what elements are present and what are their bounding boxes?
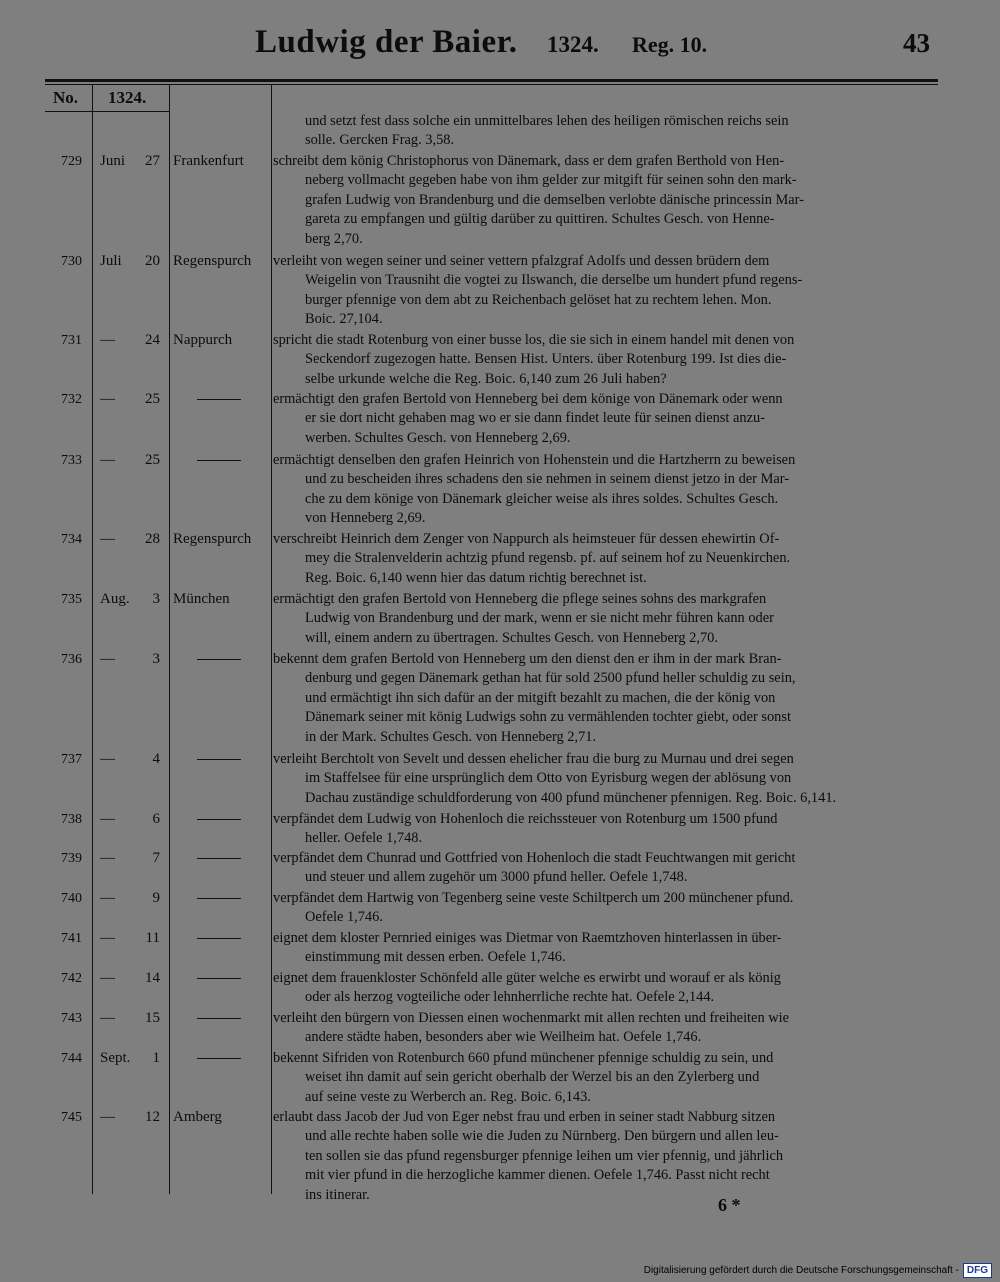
entry-text-line: eignet dem kloster Pernried einiges was Dietmar von Raemtzhoven hinterlassen in über- (273, 930, 782, 946)
entry-day: 11 (145, 930, 160, 946)
entry-day: 9 (152, 890, 160, 906)
entry-text-line: erlaubt dass Jacob der Jud von Eger nebst frau und erben in seiner stadt Nabburg sitzen (273, 1109, 776, 1125)
entry-text (273, 530, 937, 588)
digitization-footer (644, 1263, 992, 1278)
entry-text (273, 1009, 937, 1048)
entry-text-line: und setzt fest dass solche ein unmittelbares lehen des heiligen römischen reichs sein (305, 113, 789, 129)
entry-text-line: in der Mark. Schultes Gesch. von Henneberg 2,71. (305, 728, 597, 745)
entry-place (173, 651, 271, 668)
entry-text-line: che zu dem könige von Dänemark gleicher weise als ihres soldes. Schultes Gesch. (305, 490, 779, 507)
page-header (0, 24, 1000, 68)
entry-text-line: mey die Stralenvelderin achtzig pfund regensb. pf. auf seinem hof zu Neuenkirchen. (305, 550, 791, 567)
entry-day: 14 (145, 970, 160, 986)
entry-month: — (100, 890, 115, 906)
entry-month: Aug. (100, 591, 130, 607)
entry-date (92, 253, 162, 270)
entry-number: 741 (61, 931, 82, 946)
entry-text-line: verleiht den bürgern von Diessen einen wochenmarkt mit allen rechten und freiheiten wie (273, 1010, 790, 1026)
entry-number: 735 (61, 592, 82, 607)
column-divider-place (271, 84, 272, 1194)
place-ditto-dash (197, 898, 241, 899)
entry-text-line: verschreibt Heinrich dem Zenger von Nappurch als heimsteuer für dessen ehewirtin Of- (273, 531, 780, 547)
entry-text (273, 451, 937, 529)
entry-text-line: verpfändet dem Ludwig von Hohenloch die reichssteuer von Rotenburg um 1500 pfund (273, 811, 778, 827)
entry-text-line: selbe urkunde welche die Reg. Boic. 6,140 zum 26 Juli haben? (305, 370, 667, 387)
column-head-year: 1324. (108, 88, 147, 107)
entry-place (173, 391, 271, 408)
entry-text (273, 810, 937, 849)
entry-place: Frankenfurt (173, 153, 244, 169)
entry-text-line: will, einem andern zu übertragen. Schultes Gesch. von Henneberg 2,70. (305, 629, 718, 646)
running-title: Ludwig der Baier. (255, 24, 518, 60)
entry-text-line: ermächtigt denselben den grafen Heinrich von Hohenstein und die Hartzherrn zu beweisen (273, 452, 796, 468)
place-ditto-dash (197, 938, 241, 939)
entry-text-line: auf seine veste zu Werberch an. Reg. Boic. 6,143. (305, 1088, 591, 1105)
entry-text-line: Seckendorf zugezogen hatte. Bensen Hist. Unters. über Rotenburg 199. Ist dies die- (305, 351, 787, 368)
place-ditto-dash (197, 1058, 241, 1059)
entry-date (92, 930, 162, 947)
entry-date (92, 1109, 162, 1126)
entry-text-line: mit vier pfund in die herzogliche kammer dienen. Oefele 1,746. Passt nicht recht (305, 1167, 770, 1184)
entry-text (273, 112, 937, 151)
entry-month: — (100, 1109, 115, 1125)
entry-number: 745 (61, 1110, 82, 1125)
entry-month: — (100, 1010, 115, 1026)
entry-day: 25 (145, 452, 160, 468)
entry-place: München (173, 591, 230, 607)
entry-month: — (100, 651, 115, 667)
entry-text-line: verpfändet dem Chunrad und Gottfried von Hohenloch die stadt Feuchtwangen mit gericht (273, 850, 796, 866)
entry-text-line: burger pfennige von dem abt zu Reichenbach gelöset hat zu rechtem lehen. Mon. (305, 291, 772, 308)
entry-number: 736 (61, 652, 82, 667)
entry-text-line: spricht die stadt Rotenburg von einer busse los, die sie sich in einem handel mit denen von (273, 332, 795, 348)
entry-date (92, 850, 162, 867)
entry-text-line: andere städte haben, besonders aber wie Weilheim hat. Oefele 1,746. (305, 1029, 702, 1046)
entry-number: 739 (61, 851, 82, 866)
entry-month: — (100, 391, 115, 407)
entry-place (173, 850, 271, 867)
entry-text (273, 750, 937, 808)
entry-place (173, 811, 271, 828)
entry-date (92, 452, 162, 469)
entry-date (92, 1010, 162, 1027)
footer-credit: Digitalisierung gefördert durch die Deutsche Forschungsgemeinschaft - (643, 1265, 959, 1276)
signature-mark: 6 * (718, 1195, 741, 1215)
dfg-logo: DFG (963, 1263, 992, 1278)
place-ditto-dash (197, 1018, 241, 1019)
entry-text-line: ermächtigt den grafen Bertold von Henneberg die pflege seines sohns des markgrafen (273, 591, 767, 607)
entry-month: — (100, 452, 115, 468)
entry-text-line: Dänemark seiner mit könig Ludwigs sohn zu vermählenden tochter giebt, oder sonst (305, 709, 791, 726)
entry-text-line: ins itinerar. (305, 1186, 370, 1203)
entry-day: 20 (145, 253, 160, 269)
entry-text-line: Boic. 27,104. (305, 311, 383, 328)
entry-text (273, 331, 937, 389)
entry-text (273, 1108, 937, 1205)
entry-text-line: und alle rechte haben solle wie die Juden zu Nürnberg. Den bürgern und allen leu- (305, 1128, 779, 1145)
place-ditto-dash (197, 659, 241, 660)
entry-text-line: einstimmung mit dessen erben. Oefele 1,746. (305, 949, 566, 966)
entry-text-line: verpfändet dem Hartwig von Tegenberg seine veste Schiltperch um 200 münchener pfund. (273, 890, 794, 906)
entry-day: 4 (152, 751, 160, 767)
entry-date (92, 970, 162, 987)
entry-day: 3 (152, 591, 160, 607)
entry-text-line: grafen Ludwig von Brandenburg und die demselben verlobte dänische princessin Mar- (305, 191, 804, 208)
column-head-rule-no (45, 111, 92, 112)
entry-text-line: schreibt dem könig Christophorus von Dänemark, dass er dem grafen Berthold von Hen- (273, 153, 785, 169)
entry-text (273, 252, 937, 330)
entry-month: — (100, 531, 115, 547)
column-divider-no (92, 84, 93, 1194)
entry-date (92, 153, 162, 170)
entry-text-line: bekennt dem grafen Bertold von Henneberg um den dienst den er ihm in der mark Bran- (273, 651, 782, 667)
column-head-rule-year (93, 111, 169, 112)
entry-place (173, 751, 271, 768)
entry-text (273, 390, 937, 448)
place-ditto-dash (197, 819, 241, 820)
entry-place (173, 1010, 271, 1027)
entry-text (273, 969, 937, 1008)
entry-text-line: berg 2,70. (305, 230, 363, 247)
entry-text-line: Oefele 1,746. (305, 909, 383, 926)
entry-date (92, 751, 162, 768)
entry-day: 7 (152, 850, 160, 866)
header-rule (45, 79, 938, 82)
entry-day: 12 (145, 1109, 160, 1125)
entry-text-line: gareta zu empfangen und gültig darüber zu quittiren. Schultes Gesch. von Henne- (305, 211, 775, 228)
entry-month: — (100, 850, 115, 866)
entry-day: 25 (145, 391, 160, 407)
entry-date (92, 391, 162, 408)
entry-place: Nappurch (173, 332, 233, 348)
entry-text-line: eignet dem frauenkloster Schönfeld alle güter welche es erwirbt und worauf er als könig (273, 970, 781, 986)
place-ditto-dash (197, 978, 241, 979)
entry-date (92, 332, 162, 349)
entry-number: 744 (61, 1051, 82, 1066)
entry-month: — (100, 751, 115, 767)
running-reg: Reg. 10. (632, 32, 708, 57)
place-ditto-dash (197, 858, 241, 859)
entry-text-line: und ermächtigt ihn sich dafür an der mitgift bezahlt zu machen, die der könig von (305, 689, 776, 706)
entry-text-line: bekennt Sifriden von Rotenburch 660 pfund münchener pfennige schuldig zu sein, und (273, 1050, 774, 1066)
entry-text-line: und steuer und allem zugehör um 3000 pfund heller. Oefele 1,748. (305, 869, 688, 886)
entry-date (92, 890, 162, 907)
entry-text-line: Weigelin von Trausniht die vogtei zu Ilswanch, die derselbe um hundert pfund regens- (305, 272, 803, 289)
entry-number: 731 (61, 333, 82, 348)
entry-text-line: Ludwig von Brandenburg und der mark, wenn er sie nicht mehr führen kann oder (305, 610, 774, 627)
entry-text-line: werben. Schultes Gesch. von Henneberg 2,69. (305, 429, 571, 446)
entry-month: — (100, 332, 115, 348)
entry-place (173, 890, 271, 907)
entry-text-line: Dachau zuständige schuldforderung von 400 pfund münchener pfennigen. Reg. Boic. 6,141. (305, 789, 837, 806)
entry-text (273, 889, 937, 928)
entry-place: Amberg (173, 1109, 222, 1125)
entry-date (92, 591, 162, 608)
entry-day: 24 (145, 332, 160, 348)
column-divider-date (169, 84, 170, 1194)
entry-place (173, 452, 271, 469)
place-ditto-dash (197, 460, 241, 461)
entry-month: Sept. (100, 1050, 131, 1066)
entry-day: 15 (145, 1010, 160, 1026)
entry-text-line: verleiht von wegen seiner und seiner vettern pfalzgraf Adolfs und dessen brüdern dem (273, 253, 770, 269)
entry-text-line: solle. Gercken Frag. 3,58. (305, 132, 455, 149)
entry-date (92, 811, 162, 828)
entry-number: 732 (61, 392, 82, 407)
entry-text-line: ten sollen sie das pfund regensburger pfennige leihen um vier pfennig, und jährlich (305, 1147, 784, 1164)
entry-date (92, 1050, 162, 1067)
entry-text-line: von Henneberg 2,69. (305, 510, 426, 527)
entry-text-line: Reg. Boic. 6,140 wenn hier das datum richtig berechnet ist. (305, 569, 647, 586)
place-ditto-dash (197, 399, 241, 400)
page-number: 43 (903, 28, 930, 58)
entry-text-line: weiset ihn damit auf sein gericht oberhalb der Werzel bis an den Zylerberg und (305, 1069, 760, 1086)
entry-text-line: und zu bescheiden ihres schadens den sie nehmen in seinem dienst jetzo in der Mar- (305, 471, 790, 488)
place-ditto-dash (197, 759, 241, 760)
entry-text-line: denburg und gegen Dänemark gethan hat für sold 2500 pfund heller schuldig zu sein, (305, 670, 796, 687)
entry-text (273, 849, 937, 888)
column-head-no: No. (53, 88, 79, 107)
entry-text (273, 590, 937, 648)
entry-date (92, 651, 162, 668)
entry-number: 738 (61, 812, 82, 827)
entry-place (173, 970, 271, 987)
entry-day: 27 (145, 153, 160, 169)
entry-text (273, 929, 937, 968)
entry-month: Juli (100, 253, 122, 269)
entry-place (173, 930, 271, 947)
entry-text (273, 1049, 937, 1107)
entry-text-line: verleiht Berchtolt von Sevelt und dessen ehelicher frau die burg zu Murnau und drei segen (273, 751, 794, 767)
entry-month: — (100, 930, 115, 946)
entry-place: Regenspurch (173, 253, 252, 269)
entry-text-line: im Staffelsee für eine ursprünglich dem Otto von Eyrisburg wegen der ablösung von (305, 770, 792, 787)
running-year: 1324. (547, 32, 599, 57)
entry-number: 733 (61, 453, 82, 468)
entry-number: 734 (61, 532, 82, 547)
entry-text-line: er sie dort nicht gehaben mag wo er sie dann findet leute für seinen dienst anzu- (305, 410, 765, 427)
entry-place (173, 1050, 271, 1067)
entry-text-line: oder als herzog vogteiliche oder lehnherrliche rechte hat. Oefele 2,144. (305, 989, 715, 1006)
entry-place: Regenspurch (173, 531, 252, 547)
entry-day: 28 (145, 531, 160, 547)
entry-number: 729 (61, 154, 82, 169)
entry-date (92, 531, 162, 548)
entry-number: 740 (61, 891, 82, 906)
entry-month: Juni (100, 153, 126, 169)
header-rule-thin (45, 84, 938, 85)
entry-number: 737 (61, 752, 82, 767)
entry-month: — (100, 811, 115, 827)
entry-month: — (100, 970, 115, 986)
entry-number: 730 (61, 254, 82, 269)
entry-text-line: heller. Oefele 1,748. (305, 830, 423, 847)
entry-day: 3 (152, 651, 160, 667)
entry-number: 742 (61, 971, 82, 986)
entry-text (273, 152, 937, 249)
entry-day: 6 (152, 811, 160, 827)
entry-text-line: neberg vollmacht gegeben habe von ihm gelder zur mitgift für seinen sohn den mark- (305, 172, 797, 189)
entry-number: 743 (61, 1011, 82, 1026)
entry-day: 1 (152, 1050, 160, 1066)
entry-text-line: ermächtigt den grafen Bertold von Henneberg bei dem könige von Dänemark oder wenn (273, 391, 783, 407)
entry-text (273, 650, 937, 747)
